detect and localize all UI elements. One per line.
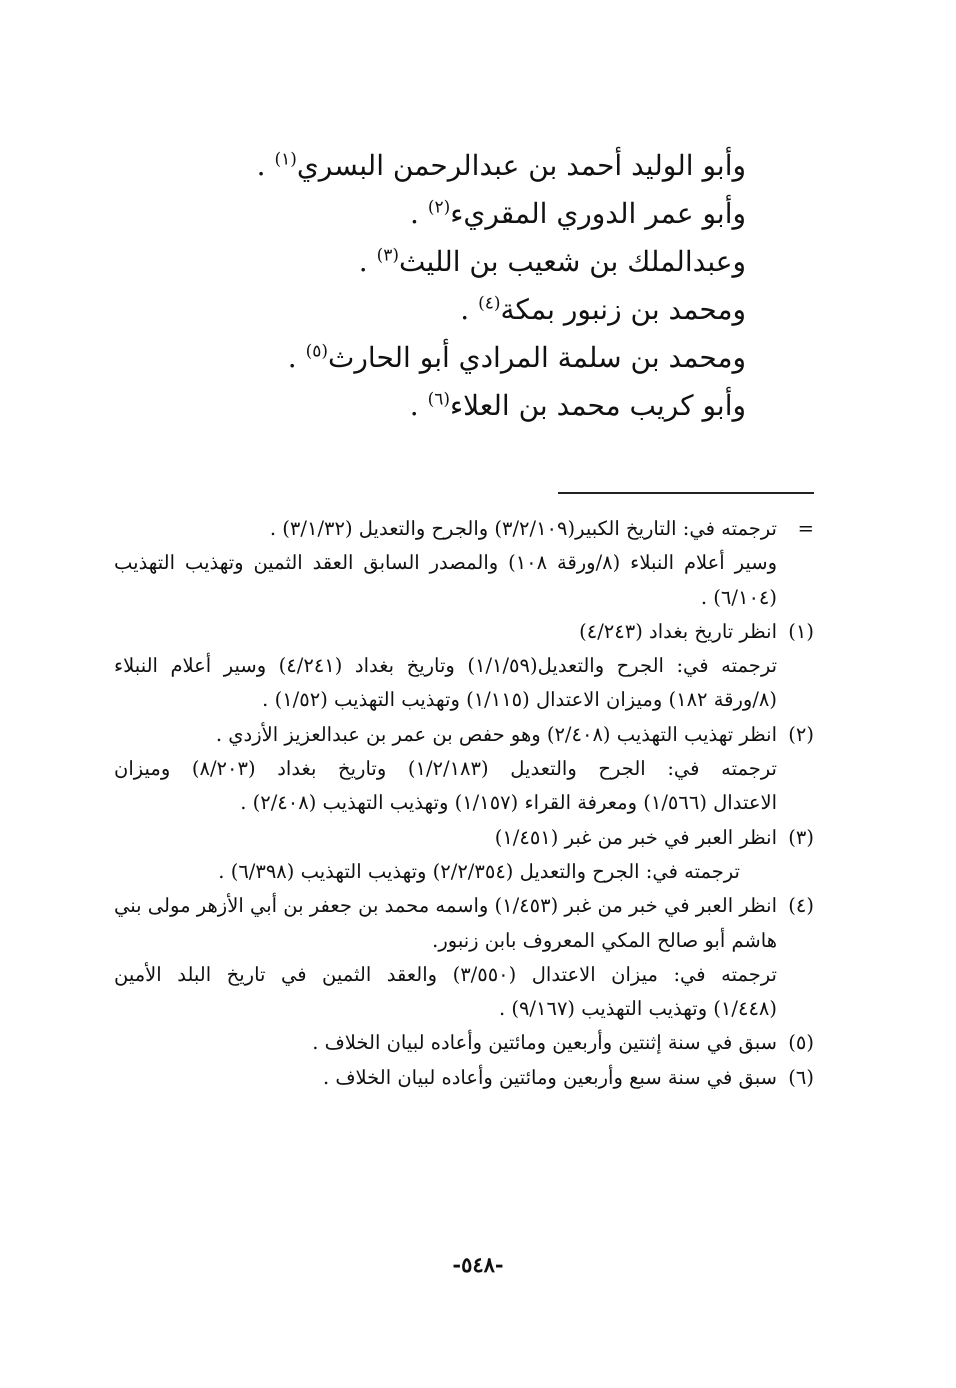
footnote-number: (٦) <box>788 1065 814 1089</box>
footnote-ref[interactable]: (٦) <box>427 389 451 410</box>
footnote-ref[interactable]: (١) <box>274 149 297 170</box>
footnote-5 <box>114 1026 814 1060</box>
footnote-line: انظر تاريخ بغداد (٤/٢٤٣) <box>579 619 777 643</box>
footnote-line: (١/٤٤٨) وتهذيب التهذيب (٩/١٦٧) . <box>498 997 777 1021</box>
footnote-continuation <box>114 512 814 546</box>
footnote-number: (٤) <box>788 894 814 918</box>
main-line-1 <box>186 142 746 190</box>
line-end: . <box>410 197 419 230</box>
footnote-6 <box>114 1061 814 1095</box>
footnote-line: سبق في سنة إثنتين وأربعين ومائتين وأعاده لبيان الخلاف . <box>312 1031 777 1055</box>
main-line-6 <box>186 382 746 430</box>
footnote-line: انظر العبر في خبر من غبر (١/٤٥٣) واسمه محمد بن جعفر بن أبي الأزهر مولى بني <box>114 894 777 918</box>
line-end: . <box>358 245 368 278</box>
main-line-text: وعبدالملك بن شعيب بن الليث <box>399 245 746 278</box>
footnote-number: (١) <box>788 619 814 643</box>
footnote-number: (٢) <box>788 722 814 746</box>
footnote-separator <box>558 492 814 494</box>
footnote-line: انظر العبر في خبر من غبر (١/٤٥١) <box>494 825 777 849</box>
line-end: . <box>409 389 419 422</box>
footnote-ref[interactable]: (٥) <box>305 341 329 362</box>
page-number: -٥٤٨- <box>452 1252 504 1277</box>
footnote-line: ترجمته في: ميزان الاعتدال (٣/٥٥٠) والعقد الثمين في تاريخ البلد الأمين <box>114 962 777 986</box>
main-line-2 <box>186 190 746 238</box>
footnote-line: (٨/ورقة ١٨٢) وميزان الاعتدال (١/١١٥) وتهذيب التهذيب (١/٥٢) . <box>262 688 777 712</box>
main-line-text: ومحمد بن سلمة المرادي أبو الحارث <box>328 341 746 374</box>
footnote-line: ترجمته في: التاريخ الكبير(٣/٢/١٠٩) والجرح والتعديل (٣/١/٣٢) . <box>269 517 777 540</box>
line-end: . <box>256 149 266 182</box>
footnote-4 <box>114 889 814 923</box>
footnote-ref[interactable]: (٢) <box>427 197 451 218</box>
footnote-3 <box>114 821 814 855</box>
footnote-line: سبق في سنة سبع وأربعين ومائتين وأعاده لبيان الخلاف . <box>322 1065 777 1089</box>
footnote-line: ترجمته في: الجرح والتعديل (١/٢/١٨٣) وتاريخ بغداد (٨/٢٠٣) وميزان <box>114 757 777 781</box>
footnote-number: (٥) <box>788 1031 814 1055</box>
line-end: . <box>287 341 297 374</box>
footnote-ref[interactable]: (٣) <box>376 245 399 266</box>
footnote-line: ترجمته في: الجرح والتعديل(١/١/٥٩) وتاريخ بغداد (٤/٢٤١) وسير أعلام النبلاء <box>114 654 778 678</box>
main-text <box>186 142 746 430</box>
footnote-line: ترجمته في: الجرح والتعديل (٢/٢/٣٥٤) وتهذيب التهذيب (٦/٣٩٨) . <box>218 859 740 883</box>
footnote-line: (٦/١٠٤) . <box>700 585 777 609</box>
main-line-5 <box>186 334 746 382</box>
footnote-line: وسير أعلام النبلاء (٨/ورقة ١٠٨) والمصدر السابق العقد الثمين وتهذيب التهذيب <box>114 551 777 575</box>
continuation-marker: = <box>797 517 814 540</box>
main-line-4 <box>186 286 746 334</box>
footnotes <box>114 512 814 1095</box>
footnote-number: (٣) <box>788 825 814 849</box>
main-line-text: ومحمد بن زنبور بمكة <box>500 293 746 326</box>
main-line-3 <box>186 238 746 286</box>
footnote-line: هاشم أبو صالح المكي المعروف بابن زنبور. <box>432 928 777 952</box>
line-end: . <box>460 293 470 326</box>
main-line-text: وأبو كريب محمد بن العلاء <box>450 389 746 422</box>
main-line-text: وأبو الوليد أحمد بن عبدالرحمن البسري <box>296 149 746 182</box>
main-line-text: وأبو عمر الدوري المقريء <box>450 197 746 230</box>
footnote-2 <box>114 718 814 752</box>
footnote-line: الاعتدال (١/٥٦٦) ومعرفة القراء (١/١٥٧) وتهذيب التهذيب (٢/٤٠٨) . <box>240 791 777 815</box>
footnote-ref[interactable]: (٤) <box>478 293 501 314</box>
footnote-1 <box>114 615 814 649</box>
footnote-line: انظر تهذيب التهذيب (٢/٤٠٨) وهو حفص بن عمر بن عبدالعزيز الأزدي . <box>215 722 777 746</box>
